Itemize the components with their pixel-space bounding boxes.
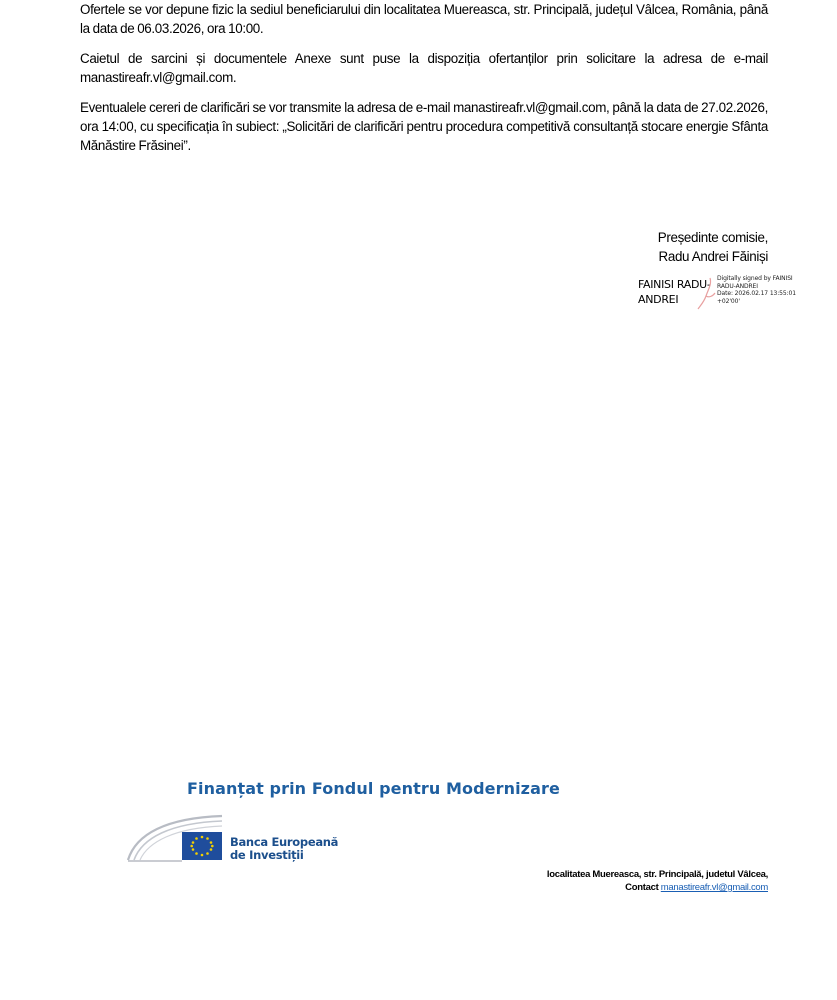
footer-contact [547,868,768,894]
signer-role: Președinte comisie, [657,230,768,245]
signature-scribble-icon [696,276,718,312]
footer-address: localitatea Muereasca, str. Principală, judetul Vâlcea, [546,869,768,880]
funding-title: Finanțat prin Fondul pentru Modernizare [187,779,560,798]
eib-name-line-1: Banca Europeană [230,835,339,849]
signer-name: Radu Andrei Făiniși [658,249,768,264]
digital-sig-line-1: Digitally signed by FAINISI [717,275,793,282]
eib-name-line-2: de Investiții [230,848,304,862]
contact-email-link[interactable]: manastireafr.vl@gmail.com [660,882,768,893]
digital-sig-line-2: RADU-ANDREI [717,282,758,290]
footer-contact-line [547,881,768,894]
digital-signer-line-1: FAINISI RADU- [638,278,711,291]
paragraph-submission: Ofertele se vor depune fizic la sediul beneficiarului din localitatea Muereasca, str. Principală, județul Vâlcea, România, până la data de 06.03.2026, ora 10:00. [80,2,768,36]
digital-sig-line-4: +02'00' [717,297,740,305]
digital-signer-line-2: ANDREI [638,293,679,306]
digital-signature-details [717,275,797,305]
digital-sig-line-3: Date: 2026.02.17 13:55:01 [717,290,796,297]
paragraph-clarifications: Eventualele cereri de clarificări se vor transmite la adresa de e-mail manastireafr.vl@gmail.com, până la data de 27.02.2026, ora 14:00, cu specificația în subiect: „Solicitări de clarificări pentru procedura competitivă consultanță stocare energie Sfânta Mănăstire Frăsinei”. [80,100,768,153]
paragraph-documents: Caietul de sarcini și documentele Anexe sunt puse la dispoziția ofertanților prin solicitare la adresa de e-mail manastireafr.vl@gmail.com. [80,51,768,85]
eib-name [230,836,338,862]
footer-contact-label: Contact [625,882,661,893]
eib-logo-icon [126,812,226,864]
signature-block [658,228,768,266]
